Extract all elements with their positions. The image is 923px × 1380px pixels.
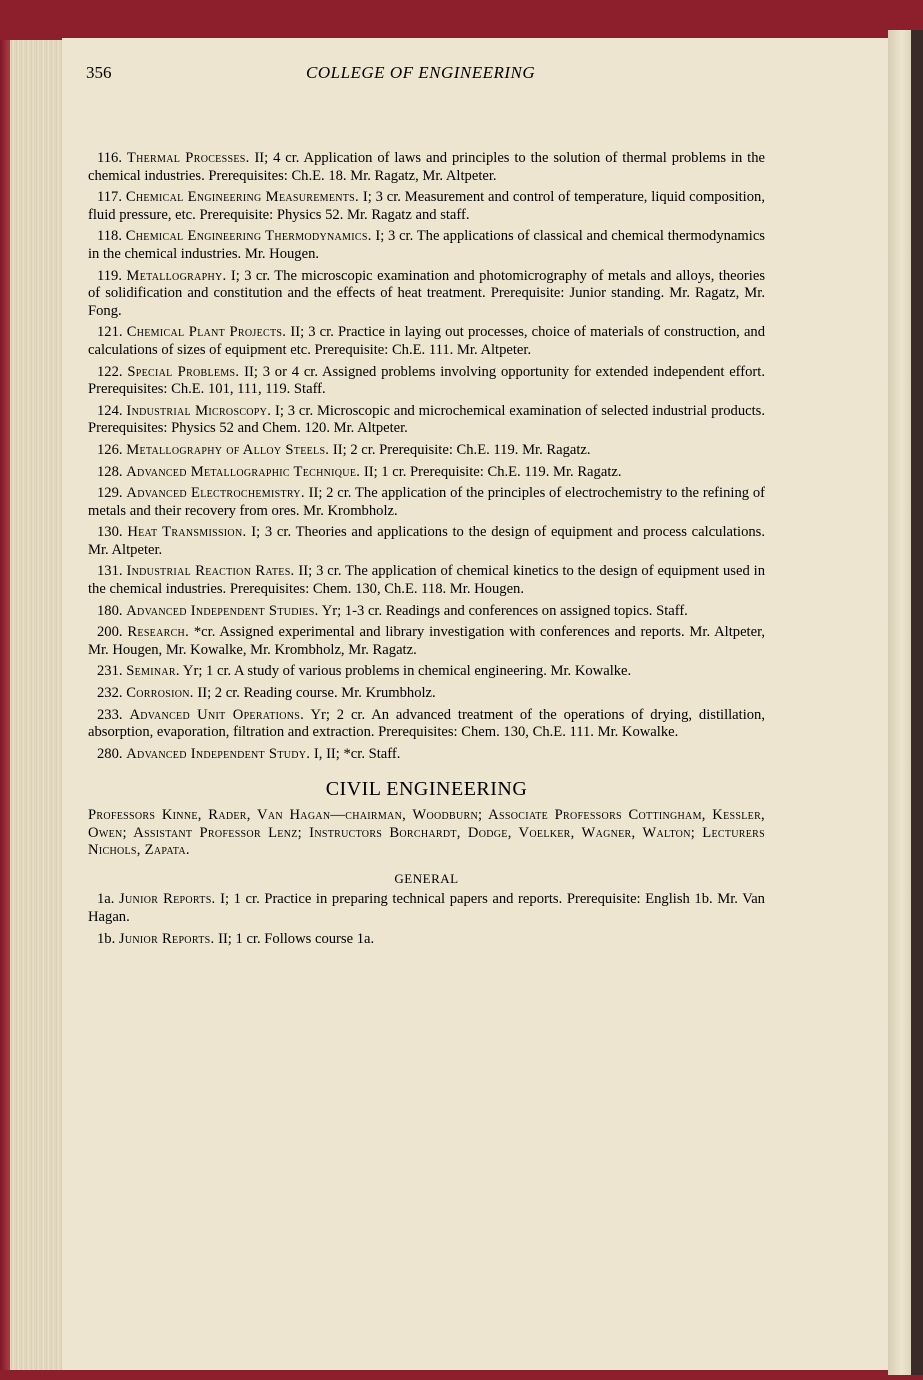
course-number: 180. [97,602,123,619]
course-description: Yr; 1 cr. A study of various problems in chemical engineering. Mr. Kowalke. [182,663,632,680]
course-list [88,150,765,763]
course-description: Yr; 1-3 cr. Readings and conferences on assigned topics. Staff. [321,602,688,619]
course-title: Advanced Independent Studies. [126,602,319,619]
course-title: Chemical Engineering Thermodynamics. [125,228,372,245]
course-entry [88,324,765,359]
course-entry [88,746,765,764]
course-description: I; 3 cr. Measurement and control of temperature, liquid composition, fluid pressure, etc. Prerequisite: Physics 52. Mr. Ragatz and staff. [88,189,765,223]
course-number: 200. [97,624,123,641]
course-entry [88,685,765,703]
course-title: Research. [127,624,190,641]
course-number: 129. [97,485,123,502]
course-description: I; 3 cr. Theories and applications to the design of equipment and process calculations. Mr. Altpeter. [88,524,766,558]
course-number: 119. [97,267,122,284]
course-description: II; 3 or 4 cr. Assigned problems involving opportunity for extended independent effort. Prerequisites: Ch.E. 101, 111, 119. Staff. [88,363,765,398]
course-number: 121. [97,324,123,341]
course-number: 116. [97,150,122,166]
course-title: Junior Reports. [118,930,215,947]
course-description: II; 2 cr. The application of the principles of electrochemistry to the refining of metals and their recovery from ores. Mr. Krombholz. [88,485,765,519]
course-number: 280. [97,745,123,762]
course-entry [88,189,765,224]
course-entry [88,891,765,926]
course-title: Corrosion. [126,685,194,702]
course-number: 231. [97,663,123,680]
course-entry [88,485,765,520]
course-title: Advanced Metallographic Technique. [126,463,361,480]
spine [911,30,923,1375]
course-description: *cr. Assigned experimental and library investigation with conferences and reports. Mr. Altpeter, Mr. Hougen, Mr. Kowalke, Mr. Krombholz, Mr. Ragatz. [88,624,766,658]
course-title: Industrial Reaction Rates. [126,563,295,580]
course-entry [88,364,765,399]
course-title: Advanced Unit Operations. [129,706,305,723]
course-description: II; 1 cr. Follows course 1a. [218,930,375,947]
course-title: Seminar. [126,663,180,680]
course-description: II; 2 cr. Prerequisite: Ch.E. 119. Mr. Ragatz. [332,441,591,458]
course-title: Special Problems. [127,363,240,380]
course-number: 233. [97,706,123,723]
course-number: 1a. [97,891,115,908]
course-entry [88,228,765,263]
course-number: 122. [97,363,123,380]
course-title: Advanced Independent Study. [126,745,311,762]
course-description: II; 1 cr. Prerequisite: Ch.E. 119. Mr. Ragatz. [363,463,622,480]
course-number: 126. [97,441,123,458]
faculty-list: Professors Kinne, Rader, Van Hagan—chairman, Woodburn; Associate Professors Cottingham, Kessler, Owen; Assistant Professor Lenz; Instructors Borchardt, Dodge, Voelker, Wagner, Walton; Lecturers Nichols, Zapata. [88,807,765,859]
course-entry [88,931,765,949]
course-entry [88,563,765,598]
course-description: II; 2 cr. Reading course. Mr. Krumbholz. [197,685,436,702]
page-stack-left [0,40,62,1370]
course-description: I; 3 cr. Microscopic and microchemical examination of selected industrial products. Prerequisites: Physics 52 and Chem. 120. Mr. Altpeter. [88,402,765,437]
course-number: 1b. [97,930,116,947]
course-title: Junior Reports. [119,891,216,908]
page-number: 356 [86,63,112,82]
course-title: Metallography of Alloy Steels. [126,441,330,458]
course-title: Chemical Plant Projects. [126,324,287,341]
page-header [86,63,786,89]
course-entry [88,663,765,681]
course-description: II; 3 cr. The application of chemical kinetics to the design of equipment used in the chemical industries. Prerequisites: Chem. 130, Ch.E. 118. Mr. Hougen. [88,563,766,598]
course-entry [88,442,765,460]
course-title: Thermal Processes. [126,150,250,166]
binding [0,40,10,1370]
department-heading: CIVIL ENGINEERING [325,778,528,801]
course-description: I, II; *cr. Staff. [313,745,401,762]
course-number: 128. [97,463,123,480]
course-entry [88,268,765,321]
civil-course-list [88,891,765,948]
course-description: I; 3 cr. The microscopic examination and photomicrography of metals and alloys, theories of solidification and constitution and the effects of heat treatment. Prerequisite: Junior standing. Mr. Ragatz, Mr. Fong. [88,267,765,319]
course-number: 117. [97,189,122,206]
course-entry [88,524,765,559]
course-description: Yr; 2 cr. An advanced treatment of the operations of drying, distillation, absorption, evaporation, filtration and extraction. Prerequisites: Chem. 130, Ch.E. 111. Mr. Kowalke. [88,706,766,741]
page-content [88,150,765,952]
course-number: 131. [97,563,123,580]
course-entry [88,150,765,185]
course-entry [88,624,765,659]
course-number: 130. [97,524,123,541]
running-title: COLLEGE OF ENGINEERING [306,63,536,82]
course-title: Industrial Microscopy. [126,402,272,419]
course-entry [88,603,765,621]
course-number: 124. [97,402,123,419]
course-entry [88,707,765,742]
course-entry [88,464,765,482]
course-number: 232. [97,685,123,702]
course-entry [88,403,765,438]
course-description: II; 3 cr. Practice in laying out processes, choice of materials of construction, and calculations of sizes of equipment etc. Prerequisite: Ch.E. 111. Mr. Altpeter. [88,324,766,358]
course-title: Heat Transmission. [127,524,247,541]
course-title: Chemical Engineering Measurements. [125,189,359,206]
course-description: II; 4 cr. Application of laws and principles to the solution of thermal problems in the chemical industries. Prerequisites: Ch.E. 18. Mr. Ragatz, Mr. Altpeter. [88,150,765,184]
course-title: Metallography. [126,267,227,284]
course-description: I; 1 cr. Practice in preparing technical papers and reports. Prerequisite: English 1b. Mr. Van Hagan. [88,891,765,925]
course-title: Advanced Electrochemistry. [126,485,305,502]
course-number: 118. [97,228,122,245]
section-heading: GENERAL [394,870,459,886]
course-description: I; 3 cr. The applications of classical and chemical thermodynamics in the chemical industries. Mr. Hougen. [88,228,765,262]
facing-page-edge [888,30,923,1375]
